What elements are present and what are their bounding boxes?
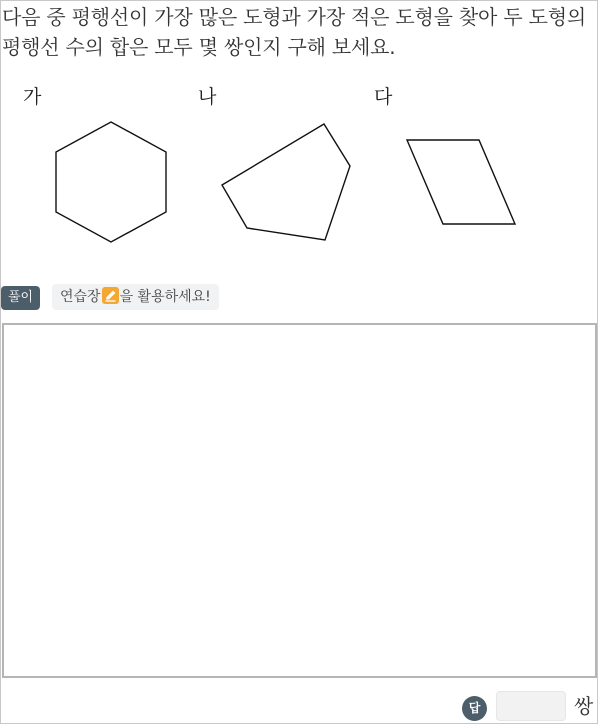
- pentagon-figure: [222, 124, 350, 240]
- solution-tag: 풀이: [1, 286, 40, 310]
- figure-label-da: 다: [374, 86, 393, 108]
- answer-input[interactable]: [496, 691, 566, 721]
- hint-text-before: 연습장: [60, 289, 101, 305]
- pencil-icon: [102, 287, 119, 304]
- figure-label-na: 나: [198, 86, 217, 108]
- figure-label-ga: 가: [23, 86, 42, 108]
- figures-canvas: [0, 0, 598, 280]
- answer-badge: 답: [462, 696, 487, 721]
- question-text: 다음 중 평행선이 가장 많은 도형과 가장 적은 도형을 찾아 두 도형의 평행선 수의 합은 모두 몇 쌍인지 구해 보세요.: [2, 5, 586, 59]
- practice-pad[interactable]: [2, 323, 597, 678]
- hint-text-after: 을 활용하세요!: [119, 289, 211, 305]
- answer-unit: 쌍: [574, 694, 594, 718]
- parallelogram-figure: [407, 140, 515, 224]
- hexagon-figure: [56, 122, 166, 242]
- practice-hint: [52, 284, 219, 310]
